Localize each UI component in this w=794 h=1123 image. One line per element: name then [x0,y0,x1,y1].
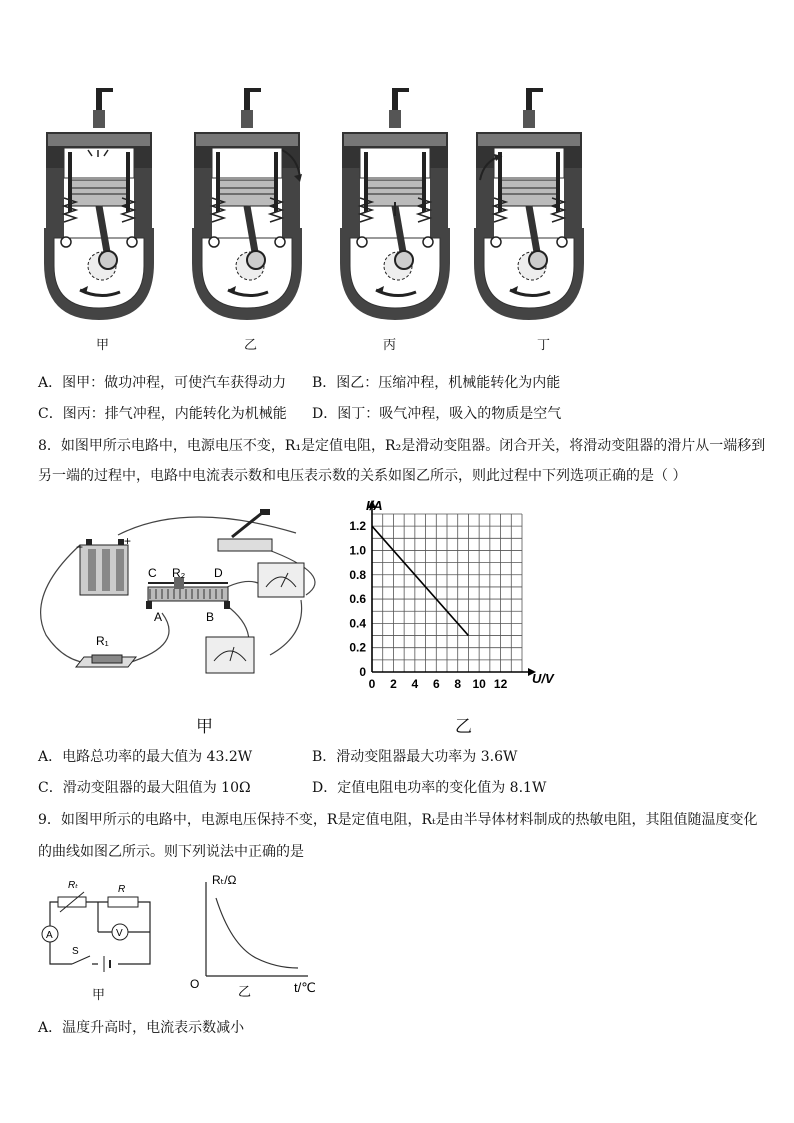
engine-figure-bing [340,88,450,320]
rheostat-a-label: A [154,610,163,624]
q8-circuit-diagram [36,505,336,695]
chart-series [372,526,468,635]
x-tick-label: 6 [432,677,440,691]
y-tick-label: 0.6 [349,592,366,607]
battery-minus-label: − [76,540,84,554]
q9-stem-line1: 9．如图甲所示的电路中，电源电压保持不变，R是定值电阻，Rₜ是由半导体材料制成的热敏电阻，其阻值随温度变化 [38,812,758,828]
x-tick-label: 4 [411,677,419,691]
q8-option-a: A．电路总功率的最大值为 43.2W [38,749,253,765]
q9-graph-fig-label: 乙 [238,984,252,999]
y-tick-label: 0.2 [349,640,366,655]
q9-stem-line2: 的曲线如图乙所示。则下列说法中正确的是 [38,844,304,860]
q9-figure-a-label: 甲 [92,988,106,1003]
q8-figure-b-label: 乙 [455,717,472,737]
q9-rt-graph [186,870,336,1000]
chart-y-tick-labels [349,519,366,679]
y-tick-label: 0.4 [349,616,366,631]
engine-figure-jia [44,88,154,320]
rheostat-b-label: B [206,610,215,624]
slide-rheostat [146,577,230,609]
engine-label-ding: 丁 [537,338,551,353]
x-tick-label: 10 [472,677,486,691]
q7-option-d: D．图丁：吸气冲程，吸入的物质是空气 [312,406,562,422]
rt-label: Rₜ [68,880,79,891]
r-label: R [118,884,126,895]
q8-option-d: D．定值电阻电功率的变化值为 8.1W [312,780,547,796]
x-tick-label: 12 [493,677,508,691]
voltmeter [206,637,254,673]
rheostat-c-label: C [148,566,157,580]
fixed-resistor-r1 [76,655,136,667]
q9-circuit-diagram [38,880,168,990]
y-tick-label: 0 [359,665,366,679]
y-tick-label: 1.0 [349,543,366,558]
chart-grid [372,514,522,672]
engine-label-bing: 丙 [383,338,397,353]
q7-option-a: A．图甲：做功冲程，可使汽车获得动力 [38,375,287,391]
voltmeter-label: V [116,928,123,939]
chart-y-axis-label: I/A [366,498,383,513]
y-tick-label: 1.2 [349,519,366,534]
chart-x-tick-labels [369,677,508,691]
battery [80,539,128,595]
q8-stem-line2: 另一端的过程中，电路中电流表示数和电压表示数的关系如图乙所示，则此过程中下列选项正确的是（ ） [38,468,687,484]
x-tick-label: 0 [368,677,376,691]
q7-option-b: B．图乙：压缩冲程，机械能转化为内能 [312,375,561,391]
rt-curve [216,898,298,968]
rheostat-r2-label: R₂ [172,566,186,580]
ammeter-label: A [46,930,53,941]
q8-stem-line1: 8．如图甲所示电路中，电源电压不变，R₁是定值电阻，R₂是滑动变阻器。闭合开关，将滑动变阻器的滑片从一端移到 [38,438,766,454]
q8-option-c: C．滑动变阻器的最大阻值为 10Ω [38,780,251,796]
q9-option-a: A．温度升高时，电流表示数减小 [38,1020,245,1036]
series-line [372,526,468,635]
engine-label-jia: 甲 [96,338,110,353]
q8-option-b: B．滑动变阻器最大功率为 3.6W [312,749,518,765]
q9-graph-y-label: Rₜ/Ω [212,873,237,887]
rheostat-d-label: D [214,566,223,580]
q7-option-c: C．图丙：排气冲程，内能转化为机械能 [38,406,287,422]
battery-plus-label: + [124,534,132,548]
y-tick-label: 0.8 [349,567,366,582]
engine-label-yi: 乙 [244,338,258,353]
q8-figure-a-label: 甲 [196,717,213,737]
engine-figure-yi [192,88,302,320]
resistor-r [108,897,138,907]
q8-iu-chart [336,498,554,700]
ammeter [258,563,304,597]
switch [218,509,272,551]
x-tick-label: 2 [390,677,397,691]
x-tick-label: 8 [454,677,462,691]
engine-stroke-figures [38,88,598,328]
q9-graph-origin: O [190,977,200,991]
r1-label: R₁ [96,634,109,648]
q9-graph-x-label: t/℃ [294,980,316,995]
engine-figure-ding [474,88,584,320]
chart-x-axis-label: U/V [532,671,554,686]
switch-label: S [72,946,79,957]
